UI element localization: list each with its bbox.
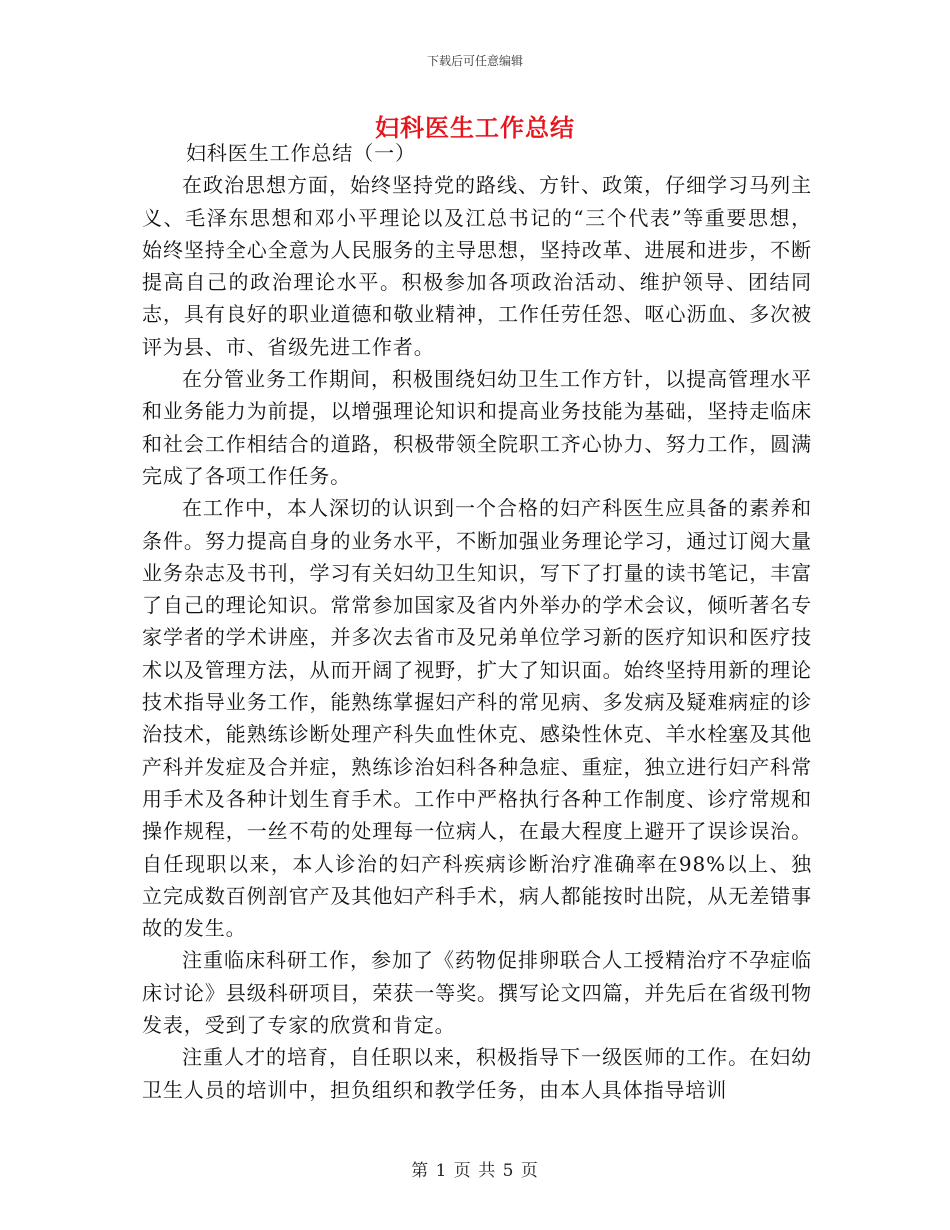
paragraph-clinical-work: 在工作中，本人深切的认识到一个合格的妇产科医生应具备的素养和条件。努力提高自身的业务水平，不断加强业务理论学习，通过订阅大量业务杂志及书刊，学习有关妇幼卫生知识，写下了打量的读书笔记，丰富了自己的理论知识。常常参加国家及省内外举办的学术会议，倾听著名专家学者的学术讲座，并多次去省市及兄弟单位学习新的医疗知识和医疗技术以及管理方法，从而开阔了视野，扩大了知识面。始终坚持用新的理论技术指导业务工作，能熟练掌握妇产科的常见病、多发病及疑难病症的诊治技术，能熟练诊断处理产科失血性休克、感染性休克、羊水栓塞及其他产科并发症及合并症，熟练诊治妇科各种急症、重症，独立进行妇产科常用手术及各种计划生育手术。工作中严格执行各种工作制度、诊疗常规和操作规程，一丝不苟的处理每一位病人，在最大程度上避开了误诊误治。自任现职以来，本人诊治的妇产科疾病诊断治疗准确率在98%以上、独立完成数百例剖官产及其他妇产科手术，病人都能按时出院，从无差错事故的发生。 [142, 496, 812, 941]
paragraph-research: 注重临床科研工作，参加了《药物促排卵联合人工授精治疗不孕症临床讨论》县级科研项目，荣获一等奖。撰写论文四篇，并先后在省级刊物发表，受到了专家的欣赏和肯定。 [142, 948, 812, 1038]
paragraph-political-thought: 在政治思想方面，始终坚持党的路线、方针、政策，仔细学习马列主义、毛泽东思想和邓小平理论以及江总书记的“三个代表”等重要思想，始终坚持全心全意为人民服务的主导思想，坚持改革、进展和进步，不断提高自己的政治理论水平。积极参加各项政治活动、维护领导、团结同志，具有良好的职业道德和敬业精神，工作任劳任怨、呕心沥血、多次被评为县、市、省级先进工作者。 [142, 173, 812, 359]
page-header-note: 下载后可任意编辑 [426, 54, 523, 68]
paragraph-business-management: 在分管业务工作期间，积极围绕妇幼卫生工作方针，以提高管理水平和业务能力为前提，以增强理论知识和提高业务技能为基础，坚持走临床和社会工作相结合的道路，积极带领全院职工齐心协力、努力工作，圆满完成了各项工作任务。 [142, 367, 812, 488]
document-title: 妇科医生工作总结 [375, 113, 575, 142]
document-body [142, 137, 812, 1106]
paragraph-talent-training: 注重人才的培育，自任职以来，积极指导下一级医师的工作。在妇幼卫生人员的培训中，担负组织和教学任务，由本人具体指导培训 [142, 1045, 812, 1102]
page-number-footer: 第 1 页 共 5 页 [411, 1161, 539, 1181]
document-subtitle: 妇科医生工作总结（一） [186, 141, 416, 165]
